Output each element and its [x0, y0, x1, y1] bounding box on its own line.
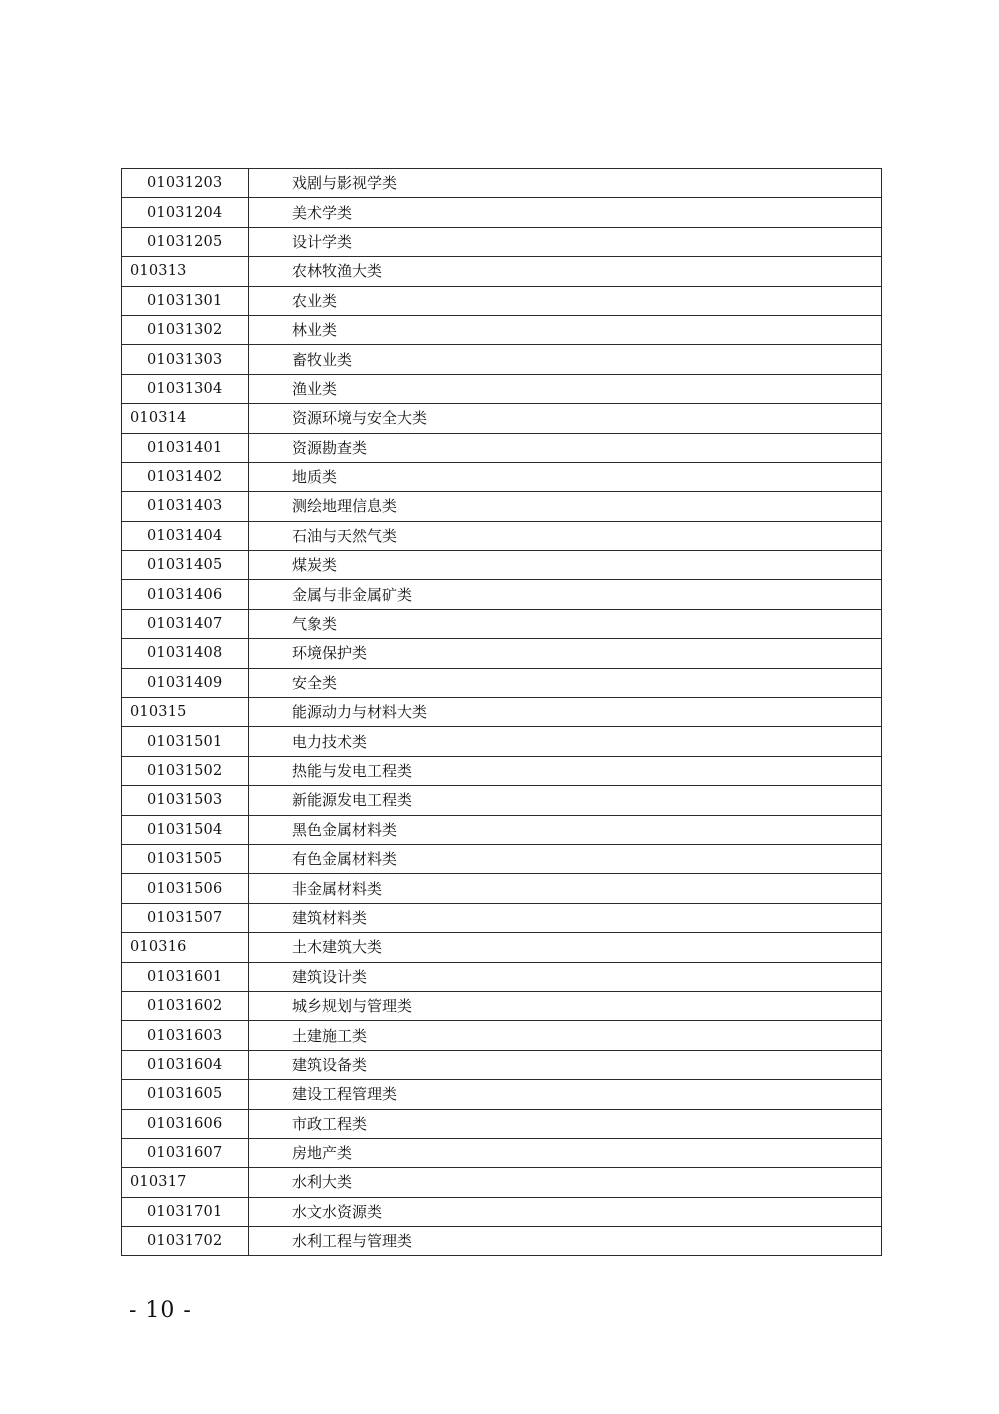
- table-row-subcategory: [122, 374, 882, 403]
- category-name: 气象类: [249, 609, 882, 638]
- category-name: 设计学类: [249, 227, 882, 256]
- category-code: 01031502: [122, 756, 249, 785]
- category-name: 美术学类: [249, 198, 882, 227]
- category-name: 资源勘查类: [249, 433, 882, 462]
- category-name: 建设工程管理类: [249, 1080, 882, 1109]
- table-row-subcategory: [122, 874, 882, 903]
- table-row-category: [122, 1168, 882, 1197]
- table-row-subcategory: [122, 198, 882, 227]
- category-code: 010313: [122, 257, 249, 286]
- table-row-subcategory: [122, 991, 882, 1020]
- category-name: 环境保护类: [249, 639, 882, 668]
- table-row-subcategory: [122, 1080, 882, 1109]
- category-code: 01031506: [122, 874, 249, 903]
- category-code-table: [121, 168, 882, 1256]
- category-name: 资源环境与安全大类: [249, 404, 882, 433]
- category-code: 01031204: [122, 198, 249, 227]
- category-code: 01031503: [122, 786, 249, 815]
- table-row-subcategory: [122, 1227, 882, 1256]
- category-name: 建筑材料类: [249, 903, 882, 932]
- category-name: 电力技术类: [249, 727, 882, 756]
- category-code: 010317: [122, 1168, 249, 1197]
- category-code: 01031205: [122, 227, 249, 256]
- category-name: 石油与天然气类: [249, 521, 882, 550]
- category-code: 01031407: [122, 609, 249, 638]
- category-name: 热能与发电工程类: [249, 756, 882, 785]
- table-row-category: [122, 698, 882, 727]
- category-code: 01031408: [122, 639, 249, 668]
- category-name: 戏剧与影视学类: [249, 169, 882, 198]
- category-code: 01031405: [122, 551, 249, 580]
- category-code: 01031404: [122, 521, 249, 550]
- category-code: 01031409: [122, 668, 249, 697]
- category-name: 黑色金属材料类: [249, 815, 882, 844]
- category-code: 01031604: [122, 1050, 249, 1079]
- category-code: 01031505: [122, 844, 249, 873]
- table-row-subcategory: [122, 639, 882, 668]
- category-code: 010315: [122, 698, 249, 727]
- table-row-subcategory: [122, 580, 882, 609]
- category-name: 房地产类: [249, 1138, 882, 1167]
- category-code: 01031507: [122, 903, 249, 932]
- category-name: 有色金属材料类: [249, 844, 882, 873]
- table-row-category: [122, 933, 882, 962]
- category-name: 水利大类: [249, 1168, 882, 1197]
- category-code: 01031501: [122, 727, 249, 756]
- table-row-subcategory: [122, 903, 882, 932]
- page-number: - 10 -: [129, 1298, 192, 1323]
- category-name: 城乡规划与管理类: [249, 991, 882, 1020]
- category-name: 水文水资源类: [249, 1197, 882, 1226]
- table-row-subcategory: [122, 1197, 882, 1226]
- table-row-subcategory: [122, 1109, 882, 1138]
- table-row-subcategory: [122, 433, 882, 462]
- category-name: 测绘地理信息类: [249, 492, 882, 521]
- category-code: 01031601: [122, 962, 249, 991]
- category-name: 林业类: [249, 315, 882, 344]
- table-row-subcategory: [122, 492, 882, 521]
- category-name: 安全类: [249, 668, 882, 697]
- table-row-subcategory: [122, 727, 882, 756]
- table-row-subcategory: [122, 609, 882, 638]
- category-name: 土木建筑大类: [249, 933, 882, 962]
- table-row-subcategory: [122, 844, 882, 873]
- table-row-subcategory: [122, 1021, 882, 1050]
- table-row-subcategory: [122, 668, 882, 697]
- category-name: 能源动力与材料大类: [249, 698, 882, 727]
- table-row-subcategory: [122, 962, 882, 991]
- category-code: 01031606: [122, 1109, 249, 1138]
- category-code: 01031607: [122, 1138, 249, 1167]
- category-code: 01031702: [122, 1227, 249, 1256]
- table-row-subcategory: [122, 286, 882, 315]
- category-code: 01031403: [122, 492, 249, 521]
- category-name: 渔业类: [249, 374, 882, 403]
- category-code: 01031605: [122, 1080, 249, 1109]
- table-row-subcategory: [122, 1138, 882, 1167]
- category-name: 非金属材料类: [249, 874, 882, 903]
- category-name: 农业类: [249, 286, 882, 315]
- category-name: 建筑设备类: [249, 1050, 882, 1079]
- table-row-subcategory: [122, 521, 882, 550]
- table-row-category: [122, 257, 882, 286]
- table-row-subcategory: [122, 462, 882, 491]
- category-name: 新能源发电工程类: [249, 786, 882, 815]
- category-name: 土建施工类: [249, 1021, 882, 1050]
- category-name: 煤炭类: [249, 551, 882, 580]
- category-code: 01031602: [122, 991, 249, 1020]
- category-name: 建筑设计类: [249, 962, 882, 991]
- category-code: 010316: [122, 933, 249, 962]
- category-code: 01031701: [122, 1197, 249, 1226]
- category-name: 地质类: [249, 462, 882, 491]
- table-row-subcategory: [122, 345, 882, 374]
- category-code: 01031504: [122, 815, 249, 844]
- category-name: 水利工程与管理类: [249, 1227, 882, 1256]
- table-row-subcategory: [122, 551, 882, 580]
- category-code: 01031304: [122, 374, 249, 403]
- category-code: 01031603: [122, 1021, 249, 1050]
- table-row-subcategory: [122, 815, 882, 844]
- category-code: 01031401: [122, 433, 249, 462]
- category-code: 010314: [122, 404, 249, 433]
- category-name: 畜牧业类: [249, 345, 882, 374]
- category-code: 01031303: [122, 345, 249, 374]
- category-name: 金属与非金属矿类: [249, 580, 882, 609]
- category-code: 01031302: [122, 315, 249, 344]
- table-row-subcategory: [122, 1050, 882, 1079]
- table-row-subcategory: [122, 786, 882, 815]
- category-code: 01031203: [122, 169, 249, 198]
- category-name: 市政工程类: [249, 1109, 882, 1138]
- table-row-subcategory: [122, 227, 882, 256]
- table-row-subcategory: [122, 756, 882, 785]
- category-code: 01031301: [122, 286, 249, 315]
- category-code: 01031406: [122, 580, 249, 609]
- table-row-category: [122, 404, 882, 433]
- category-name: 农林牧渔大类: [249, 257, 882, 286]
- table-row-subcategory: [122, 315, 882, 344]
- table-row-subcategory: [122, 169, 882, 198]
- table-body: [122, 169, 882, 1256]
- category-code: 01031402: [122, 462, 249, 491]
